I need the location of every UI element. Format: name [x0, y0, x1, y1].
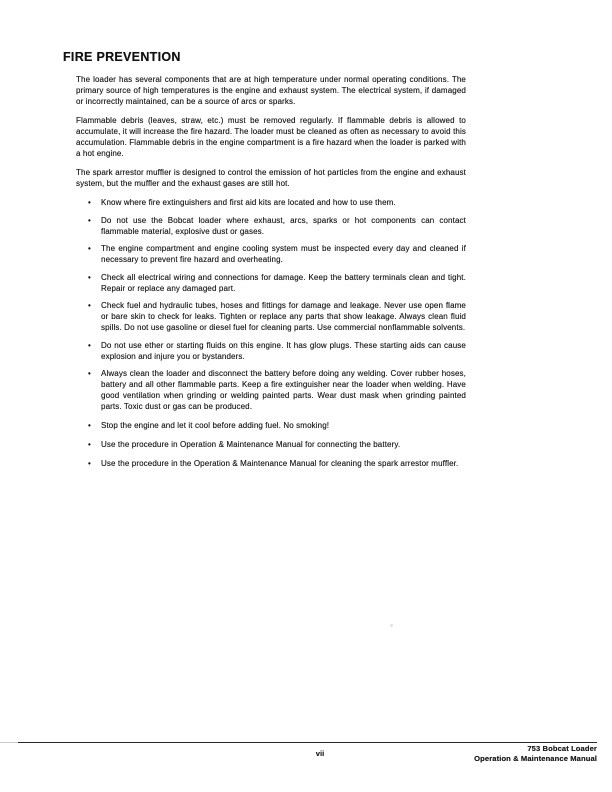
list-item-text: Know where fire extinguishers and first aid kits are located and how to use them.: [101, 198, 396, 207]
bullet-icon: •: [88, 301, 91, 310]
list-item: [88, 368, 466, 412]
footer-rule-faint: [0, 742, 18, 743]
paragraph: Flammable debris (leaves, straw, etc.) must be removed regularly. If flammable debris is allowed to accumulate, it will increase the fire hazard. The loader must be cleaned as often as necessary to avoid this accumulation. Flammable debris in the engine compartment is a fire hazard when the loader is parked with a hot engine.: [76, 116, 466, 158]
paragraph: The loader has several components that are at high temperature under normal operating conditions. The primary source of high temperatures is the engine and exhaust system. The electrical system, if damaged or incorrectly maintained, can be a source of arcs or sparks.: [76, 75, 466, 106]
page-number: vii: [315, 749, 325, 758]
page-content: [63, 50, 466, 476]
list-item-text: Stop the engine and let it cool before adding fuel. No smoking!: [101, 421, 330, 430]
bullet-icon: •: [88, 198, 91, 207]
list-item: [88, 458, 466, 469]
list-item: [88, 439, 466, 450]
list-item-text: Check all electrical wiring and connections for damage. Keep the battery terminals clean and tight. Repair or replace any damaged part.: [101, 272, 466, 293]
footer-rule: [18, 742, 597, 743]
scan-artifact: [390, 624, 393, 627]
list-item-text: Use the procedure in Operation & Maintenance Manual for connecting the battery.: [101, 440, 401, 449]
list-item: [88, 340, 466, 362]
footer-manual-line2: Operation & Maintenance Manual: [474, 754, 597, 763]
list-item-text: Use the procedure in the Operation & Maintenance Manual for cleaning the spark arrestor muffler.: [101, 459, 459, 468]
list-item-text: The engine compartment and engine cooling system must be inspected every day and cleaned if necessary to prevent fire hazard and overheating.: [101, 244, 466, 264]
list-item-text: Do not use ether or starting fluids on this engine. It has glow plugs. These starting aids can cause explosion and injure you or bystanders.: [101, 340, 466, 361]
bullet-icon: •: [88, 215, 91, 225]
page-title: FIRE PREVENTION: [63, 50, 181, 64]
bullet-icon: •: [88, 369, 91, 378]
bullet-icon: •: [88, 340, 91, 350]
safety-bullet-list: [63, 197, 466, 469]
paragraph: The spark arrestor muffler is designed to control the emission of hot particles from the engine and exhaust system, but the muffler and the exhaust gases are still hot.: [76, 168, 466, 188]
list-item: [88, 215, 466, 237]
list-item-text: Do not use the Bobcat loader where exhaust, arcs, sparks or hot components can contact flammable material, explosive dust or gases.: [101, 215, 466, 236]
body-text: [63, 74, 466, 469]
footer-manual-title: [474, 744, 597, 764]
bullet-icon: •: [88, 421, 91, 430]
bullet-icon: •: [88, 272, 91, 282]
list-item: [88, 272, 466, 294]
footer-manual-line1: 753 Bobcat Loader: [527, 744, 597, 753]
list-item-text: Check fuel and hydraulic tubes, hoses and fittings for damage and leakage. Never use open flame or bare skin to check for leaks. Tighten or replace any parts that show leakage. Always clean fluid spills. Do not use gasoline or diesel fuel for cleaning parts. Use commercial nonflammable solvents.: [101, 301, 466, 332]
bullet-icon: •: [88, 244, 91, 253]
list-item-text: Always clean the loader and disconnect the battery before doing any welding. Cover rubber hoses, battery and all other flammable parts. Keep a fire extinguisher near the loader when welding. Have good ventilation when grinding or welding painted parts. Wear dust mask when grinding painted parts. Toxic dust or gas can be produced.: [101, 369, 466, 411]
list-item: [88, 300, 466, 333]
bullet-icon: •: [88, 459, 91, 468]
list-item: [88, 197, 466, 208]
list-item: [88, 243, 466, 265]
list-item: [88, 420, 466, 431]
bullet-icon: •: [88, 440, 91, 449]
